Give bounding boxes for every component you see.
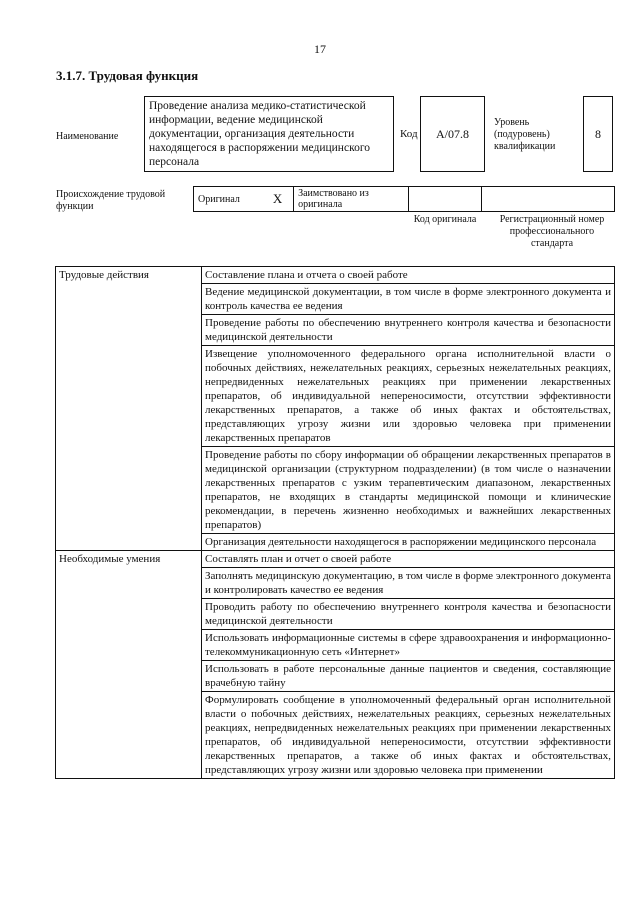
original-mark: X	[262, 187, 293, 212]
name-label: Наименование	[56, 131, 119, 142]
section-label: Необходимые умения	[56, 551, 202, 779]
table-row	[56, 267, 615, 284]
section-item: Проводить работу по обеспечению внутреннего контроля качества и безопасности медицинской деятельности	[202, 599, 615, 630]
reg-number-caption: Регистрационный номер профессионального стандарта	[499, 214, 605, 249]
page-number: 17	[314, 42, 326, 56]
section-item: Проведение работы по сбору информации об обращении лекарственных препаратов в медицинской организации (структурном подразделении) (в том числе о назначении лекарственных препаратов с узким терапевтическим диапазоном, лекарственных препаратов, не входящих в стандарты медицинской помощи и клинические рекомендации, в перечень жизненно необходимых и важнейших лекарственных препаратов)	[202, 447, 615, 534]
level-label: Уровень (подуровень) квалификации	[494, 117, 556, 152]
section-item: Использовать в работе персональные данные пациентов и сведения, составляющие врачебную тайну	[202, 661, 615, 692]
code-original-cell	[408, 187, 481, 212]
code-label: Код	[400, 128, 418, 140]
section-item: Извещение уполномоченного федерального органа исполнительной власти о побочных действиях, нежелательных реакциях, серьезных нежелательных реакциях, непредвиденных нежелательных реакциях при применении лекарственных препаратов, об индивидуальной непереносимости, отсутствии эффективности лекарственных препаратов, а также об иных фактах и обстоятельствах, представляющих угрозу жизни или здоровью человека при применении лекарственных препаратов	[202, 346, 615, 447]
section-item: Проведение работы по обеспечению внутреннего контроля качества и безопасности медицинской деятельности	[202, 315, 615, 346]
table-row	[56, 551, 615, 568]
section-title: 3.1.7. Трудовая функция	[56, 68, 199, 83]
section-item: Организация деятельности находящегося в распоряжении медицинского персонала	[202, 534, 615, 551]
code-original-caption: Код оригинала	[413, 214, 477, 225]
code-value: A/07.8	[420, 96, 485, 172]
section-item: Использовать информационные системы в сфере здравоохранения и информационно-телекоммуникационную сеть «Интернет»	[202, 630, 615, 661]
page-bottom-margin	[55, 836, 615, 905]
function-table	[55, 266, 615, 779]
origin-table	[193, 186, 615, 212]
section-item: Составлять план и отчет о своей работе	[202, 551, 615, 568]
reg-number-cell	[481, 187, 614, 212]
section-item: Ведение медицинской документации, в том числе в форме электронного документа и контроль качества ее ведения	[202, 284, 615, 315]
section-item: Формулировать сообщение в уполномоченный федеральный орган исполнительной власти о побочных действиях, нежелательных реакциях, серьезных нежелательных реакциях, непредвиденных нежелательных реакциях при применении лекарственных препаратов, об индивидуальной непереносимости, отсутствии эффективности лекарственных препаратов, а также об иных фактах и обстоятельствах, представляющих угрозу жизни или здоровью человека при применении	[202, 692, 615, 779]
level-value: 8	[583, 96, 613, 172]
origin-label: Происхождение трудовой функции	[56, 189, 166, 212]
section-item: Составление плана и отчета о своей работе	[202, 267, 615, 284]
section-label: Трудовые действия	[56, 267, 202, 551]
section-item: Заполнять медицинскую документацию, в том числе в форме электронного документа и контролировать качество ее ведения	[202, 568, 615, 599]
borrowed-label: Заимствовано из оригинала	[294, 187, 409, 212]
original-label: Оригинал	[194, 187, 263, 212]
function-name-box: Проведение анализа медико-статистической информации, ведение медицинской документации, организация деятельности находящегося в распоряжении медицинского персонала	[144, 96, 394, 172]
